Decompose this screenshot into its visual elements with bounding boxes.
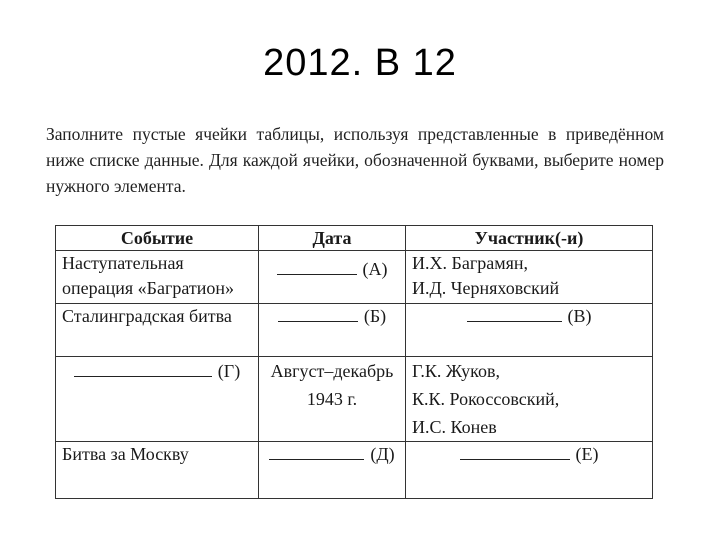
cell-letter-d: (Д) xyxy=(370,444,395,464)
event-cell xyxy=(56,357,259,442)
table-row xyxy=(56,251,653,304)
header-event: Событие xyxy=(56,226,259,251)
date-cell xyxy=(259,304,406,357)
blank-line xyxy=(278,305,358,322)
date-cell xyxy=(259,442,406,499)
slide-title: 2012. В 12 xyxy=(263,42,457,84)
event-text-line: Наступательная xyxy=(62,253,184,273)
participants-cell xyxy=(406,251,653,304)
participant-line: Г.К. Жуков, xyxy=(412,361,500,381)
event-cell: Сталинградская битва xyxy=(56,304,259,357)
date-text-line: 1943 г. xyxy=(306,389,358,409)
blank-line xyxy=(467,305,562,322)
participant-line: И.Д. Черняховский xyxy=(412,278,560,298)
table-header-row xyxy=(56,226,653,251)
event-cell xyxy=(56,251,259,304)
participants-cell xyxy=(406,357,653,442)
date-cell xyxy=(259,251,406,304)
event-cell: Битва за Москву xyxy=(56,442,259,499)
cell-letter-g: (Г) xyxy=(217,361,241,381)
participants-cell xyxy=(406,304,653,357)
date-cell xyxy=(259,357,406,442)
header-participants: Участник(-и) xyxy=(406,226,653,251)
participants-cell xyxy=(406,442,653,499)
cell-letter-a: (А) xyxy=(362,259,388,279)
table-row xyxy=(56,442,653,499)
task-instruction: Заполните пустые ячейки таблицы, используя представленные в приведённом ниже списке данные. Для каждой ячейки, обозначенной буквами, выберите номер нужного элемента. xyxy=(46,124,664,196)
cell-letter-v: (В) xyxy=(567,306,592,326)
participant-line: К.К. Рокоссовский, xyxy=(412,389,560,409)
events-table xyxy=(55,225,653,499)
date-text-line: Август–декабрь xyxy=(270,361,394,381)
participant-line: И.С. Конев xyxy=(412,417,497,437)
cell-letter-e: (Е) xyxy=(575,444,599,464)
blank-line xyxy=(460,443,570,460)
blank-line xyxy=(269,443,364,460)
header-date: Дата xyxy=(259,226,406,251)
event-text-line: операция «Багратион» xyxy=(62,278,235,298)
cell-letter-b: (Б) xyxy=(363,306,387,326)
blank-line xyxy=(277,258,357,275)
table-row xyxy=(56,357,653,442)
blank-line xyxy=(74,360,212,377)
participant-line: И.Х. Баграмян, xyxy=(412,253,528,273)
table-row xyxy=(56,304,653,357)
